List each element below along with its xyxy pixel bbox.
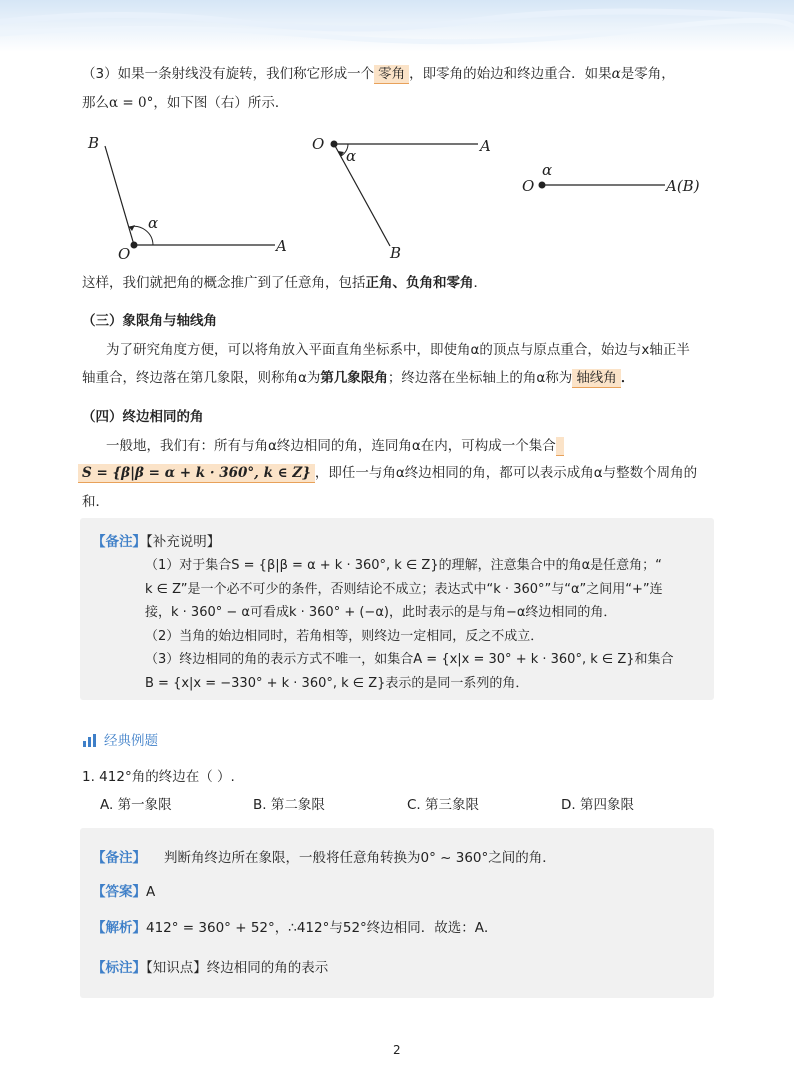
- label-O: O: [522, 177, 535, 195]
- note-line-4: （2）当角的始边相同时，若角相等，则终边一定相同，反之不成立．: [145, 629, 544, 644]
- coterminal-line3: 和．: [82, 494, 109, 510]
- label-AB: A(B): [666, 177, 700, 195]
- analysis-row: 【解析】412° = 360° + 52°，∴412°与52°终边相同．故选：A．: [92, 920, 498, 936]
- answer-note-row: 【备注】 判断角终边所在象限，一般将任意角转换为0° ~ 360°之间的角．: [92, 850, 556, 866]
- label-alpha: α: [148, 214, 159, 232]
- label-A: A: [276, 237, 287, 255]
- knowledge-tag-row: 【标注】【知识点】终边相同的角的表示: [92, 960, 329, 976]
- note-line-2: k ∈ Z”是一个必不可少的条件，否则结论不成立；表达式中“k · 360°”与“α”之间用“+”连: [145, 582, 663, 597]
- section-title-quadrant-angle: （三）象限角与轴线角: [82, 313, 217, 329]
- label-B: B: [390, 244, 402, 262]
- note-tag: 【备注】: [92, 534, 146, 550]
- label-alpha: α: [346, 147, 357, 165]
- zero-angle-paragraph-line2: 那么α = 0°，如下图（右）所示．: [82, 95, 289, 111]
- option-a[interactable]: A. 第一象限: [100, 797, 172, 813]
- quadrant-angle-line1: 为了研究角度方便，可以将角放入平面直角坐标系中，即使角α的顶点与原点重合，始边与x轴正半: [106, 342, 690, 358]
- supplement-note-header: 【备注】【补充说明】: [92, 534, 221, 550]
- section-title-coterminal-angles: （四）终边相同的角: [82, 409, 204, 425]
- coterminal-line2: S = {β|β = α + k · 360°, k ∈ Z} ，即任一与角α终边相同的角，都可以表示成角α与整数个周角的: [78, 461, 697, 483]
- figure-negative-angle: [312, 135, 491, 262]
- label-B: B: [88, 134, 100, 152]
- zero-angle-equation: α = 0°: [109, 95, 154, 111]
- generalization-sentence: 这样，我们就把角的概念推广到了任意角，包括正角、负角和零角．: [82, 275, 487, 291]
- blank-axis-angle: 轴线角: [572, 369, 621, 388]
- label-O: O: [312, 135, 325, 153]
- blank-zero-angle: 零角: [374, 65, 409, 84]
- option-b[interactable]: B. 第二象限: [253, 797, 325, 813]
- label-O: O: [118, 245, 131, 263]
- zero-angle-paragraph: （3）如果一条射线没有旋转，我们称它形成一个 零角 ，即零角的始边和终边重合．如果α是零角，: [82, 66, 675, 82]
- note-line-3: 接，k · 360° − α可看成k · 360° + (−α)，此时表示的是与角−α终边相同的角．: [145, 605, 617, 620]
- coterminal-line1: 一般地，我们有：所有与角α终边相同的角，连同角α在内，可构成一个集合: [106, 434, 564, 456]
- note-line-6: B = {x|x = −330° + k · 360°, k ∈ Z}表示的是同一系列的角．: [145, 676, 529, 691]
- figure-zero-angle: [522, 161, 700, 195]
- label-A: A: [480, 137, 491, 155]
- quadrant-angle-line2: 轴重合，终边落在第几象限，则称角α为第几象限角；终边落在坐标轴上的角α称为 轴线角 ．: [82, 370, 635, 386]
- option-c[interactable]: C. 第三象限: [407, 797, 480, 813]
- label-alpha: α: [542, 161, 553, 179]
- header-wave-decoration: [0, 0, 794, 52]
- option-d[interactable]: D. 第四象限: [561, 797, 634, 813]
- blank-coterminal-set: S = {β|β = α + k · 360°, k ∈ Z}: [78, 464, 315, 483]
- note-line-1: （1）对于集合S = {β|β = α + k · 360°, k ∈ Z}的理解，注意集合中的角α是任意角；“: [145, 558, 662, 573]
- note-line-5: （3）终边相同的角的表示方式不唯一，如集合A = {x|x = 30° + k · 360°, k ∈ Z}和集合: [145, 652, 674, 667]
- examples-title: 经典例题: [104, 733, 158, 749]
- examples-heading: [82, 729, 158, 749]
- answer-row: 【答案】A: [92, 884, 156, 900]
- question-1-stem: 1. 412°角的终边在（ ）.: [82, 769, 235, 785]
- figure-positive-angle: [87, 134, 287, 263]
- bar-chart-icon: [82, 733, 98, 747]
- angle-figures: [80, 128, 720, 266]
- page-number: 2: [393, 1043, 401, 1057]
